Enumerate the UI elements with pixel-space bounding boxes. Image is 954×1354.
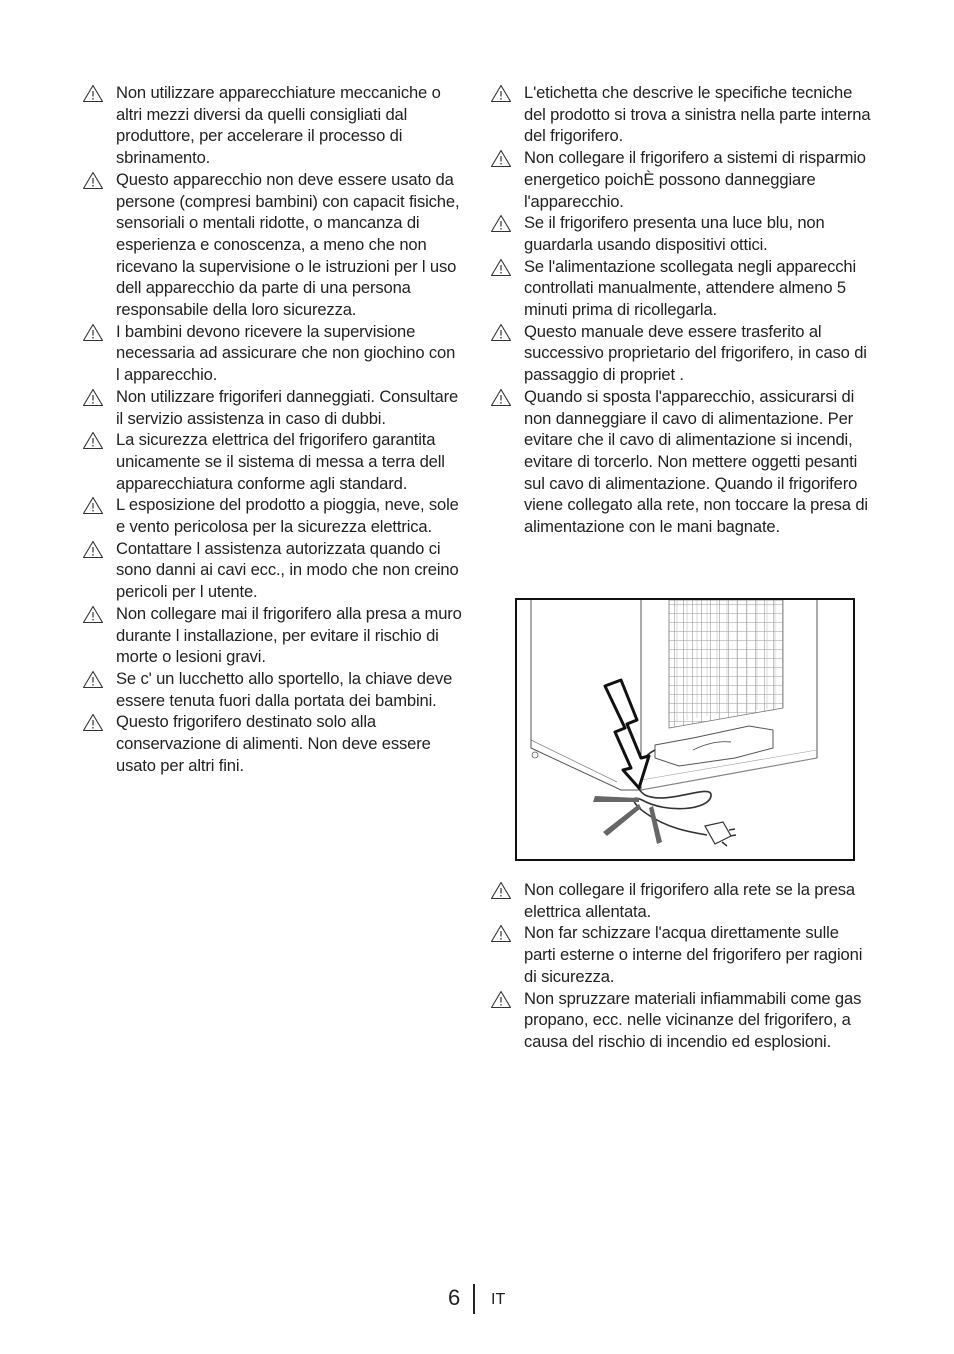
warning-text: Questo frigorifero destinato solo alla conservazione di alimenti. Non deve essere usato per altri fini. [116,712,431,775]
warning-item [490,922,874,987]
warning-item [490,212,874,255]
warning-triangle-icon [82,670,104,689]
warning-triangle-icon [490,388,512,407]
warning-triangle-icon [82,388,104,407]
warning-item [82,711,462,776]
warning-text: Non collegare il frigorifero alla rete se la presa elettrica allentata. [524,880,855,921]
warning-triangle-icon [490,881,512,900]
language-code: IT [491,1291,506,1308]
right-column-bottom [490,879,874,1053]
warning-triangle-icon [82,323,104,342]
warning-text: L esposizione del prodotto a pioggia, neve, sole e vento pericolosa per la sicurezza elettrica. [116,495,459,537]
footer-separator [473,1284,475,1314]
warning-item [82,494,462,537]
warning-triangle-icon [82,496,104,515]
warning-text: Contattare l assistenza autorizzata quando ci sono danni ai cavi ecc., in modo che non creino pericoli per l utente. [116,538,459,602]
warning-item [82,429,462,494]
warning-text: L'etichetta che descrive le specifiche tecniche del prodotto si trova a sinistra nella parte interna del frigorifero. [524,83,871,146]
page-number: 6 [448,1285,461,1310]
warning-item [490,82,874,147]
warning-triangle-icon [490,84,512,103]
warning-text: Questo manuale deve essere trasferito al successivo proprietario del frigorifero, in caso di passaggio di propriet . [524,321,867,385]
warning-triangle-icon [82,431,104,450]
warning-triangle-icon [82,171,104,190]
warning-text: La sicurezza elettrica del frigorifero garantita unicamente se il sistema di messa a terra dell apparecchiatura conforme agli standard. [116,430,445,493]
warning-text: Non spruzzare materiali infiammabili come gas propano, ecc. nelle vicinanze del frigorifero, a causa del rischio di incendio ed esplosioni. [524,988,862,1051]
warning-text: Non utilizzare apparecchiature meccaniche o altri mezzi diversi da quelli consigliati dal produttore, per accelerare il processo di sbrinamento. [116,83,441,168]
warning-item [82,321,462,386]
warning-text: Non collegare mai il frigorifero alla presa a muro durante l installazione, per evitare il rischio di morte o lesioni gravi. [116,603,462,667]
warning-item [82,82,462,169]
warning-item [82,668,462,711]
warning-triangle-icon [82,605,104,624]
warning-text: Non utilizzare frigoriferi danneggiati. Consultare il servizio assistenza in caso di dubbi. [116,386,459,428]
warning-triangle-icon [490,323,512,342]
fridge-cable-illustration [515,598,855,861]
warning-triangle-icon [490,990,512,1009]
warning-item [490,147,874,212]
warning-triangle-icon [490,214,512,233]
warning-item [82,169,462,321]
warning-triangle-icon [490,258,512,277]
warning-item [82,538,462,603]
warning-text: I bambini devono ricevere la supervisione necessaria ad assicurare che non giochino con l apparecchio. [116,321,456,385]
warning-text: Se l'alimentazione scollegata negli apparecchi controllati manualmente, attendere almeno 5 minuti prima di ricollegarla. [524,256,857,320]
warning-item [490,879,874,922]
warning-text: Non far schizzare l'acqua direttamente sulle parti esterne o interne del frigorifero per ragioni di sicurezza. [524,923,863,986]
warning-text: Non collegare il frigorifero a sistemi di risparmio energetico poichÈ possono danneggiare l'apparecchio. [524,148,866,211]
warning-text: Quando si sposta l'apparecchio, assicurarsi di non danneggiare il cavo di alimentazione. Per evitare che il cavo di alimentazione si incendi, evitare di torcerlo. Non mettere oggetti pesanti sul cavo di alimentazione. Quando il frigorifero viene collegato alla rete, non toccare la presa di alimentazione con le mani bagnate. [524,386,868,537]
warning-text: Se il frigorifero presenta una luce blu, non guardarla usando dispositivi ottici. [524,213,825,254]
right-column-top [490,82,874,538]
warning-text: Questo apparecchio non deve essere usato da persone (compresi bambini) con capacit fisiche, sensoriali o mentali ridotte, o mancanza di esperienza e conoscenza, a meno che non ricevano la supervisione o le istruzioni per l uso dell apparecchio da parte di una persona responsabile della loro sicurezza. [116,169,460,320]
warning-item [490,321,874,386]
warning-triangle-icon [490,924,512,943]
warning-item [82,603,462,668]
warning-triangle-icon [490,149,512,168]
warning-item [82,386,462,429]
warning-item [490,988,874,1053]
left-column [82,82,462,777]
warning-item [490,256,874,321]
warning-item [490,386,874,538]
warning-triangle-icon [82,84,104,103]
warning-triangle-icon [82,540,104,559]
warning-triangle-icon [82,713,104,732]
warning-text: Se c' un lucchetto allo sportello, la chiave deve essere tenuta fuori dalla portata dei bambini. [116,668,453,710]
